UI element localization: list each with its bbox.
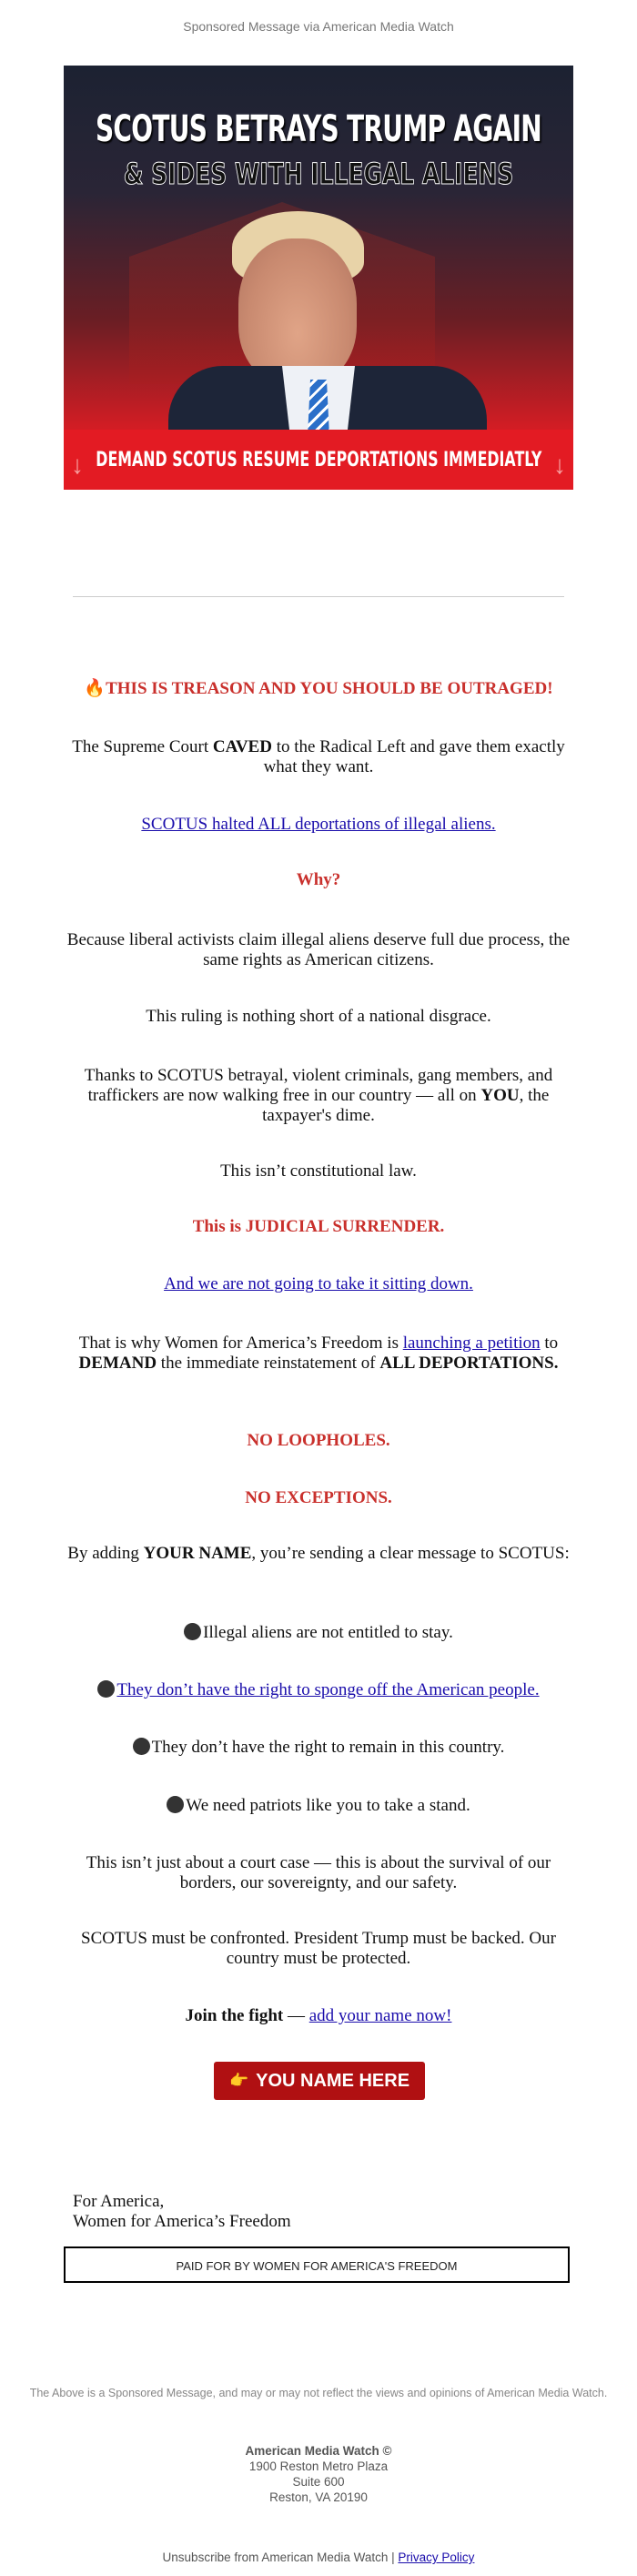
ruling-paragraph: This ruling is nothing short of a national disgrace. <box>146 1007 491 1026</box>
unsubscribe-link[interactable]: Unsubscribe from American Media Watch <box>162 2551 389 2564</box>
add-name-link[interactable]: add your name now! <box>308 2006 452 2025</box>
your-name-text: , you’re sending a clear message to SCOTUS: <box>251 1544 570 1563</box>
join-paragraph <box>64 2006 573 2026</box>
signoff <box>73 2192 291 2232</box>
black-circle-icon <box>97 1680 115 1698</box>
bullet-item <box>64 1623 573 1643</box>
confronted-paragraph: SCOTUS must be confronted. President Trump must be backed. Our country must be protected. <box>81 1929 556 1968</box>
because-paragraph: Because liberal activists claim illegal aliens deserve full due process, the same rights as American citizens. <box>66 930 571 969</box>
caved-text: The Supreme Court <box>72 737 213 756</box>
your-name-emphasis: YOUR NAME <box>143 1544 252 1563</box>
join-emphasis: Join the fight <box>185 2006 284 2025</box>
treason-heading <box>64 679 573 699</box>
hero-image[interactable] <box>64 66 573 490</box>
caved-text: to the Radical Left and gave them exactly what they want. <box>263 737 565 776</box>
sitting-line <box>64 1274 573 1294</box>
face-graphic <box>238 238 357 384</box>
surrender-heading: This is JUDICIAL SURRENDER. <box>192 1217 445 1236</box>
your-name-paragraph <box>64 1544 573 1564</box>
address-line: 1900 Reston Metro Plaza <box>248 2459 389 2473</box>
fire-icon: 🔥 <box>84 679 106 698</box>
hero-banner-text: DEMAND SCOTUS RESUME DEPORTATIONS IMMEDIATLY <box>95 448 542 472</box>
thanks-emphasis: YOU <box>480 1086 520 1105</box>
petition-text: the immediate reinstatement of <box>157 1354 380 1373</box>
thanks-paragraph <box>64 1066 573 1126</box>
bullet-item <box>64 1738 573 1758</box>
black-circle-icon <box>167 1796 184 1813</box>
bullet-item <box>64 1796 573 1816</box>
sponsored-label: Sponsored Message via American Media Watch <box>183 19 454 34</box>
petition-link[interactable]: launching a petition <box>402 1334 541 1353</box>
footer-links <box>0 2551 637 2564</box>
cta-label: YOU NAME HERE <box>256 2070 410 2091</box>
add-name-button[interactable] <box>214 2062 425 2100</box>
caved-paragraph <box>64 737 573 777</box>
caved-emphasis: CAVED <box>212 737 272 756</box>
survival-paragraph: This isn’t just about a court case — this is about the survival of our borders, our sovereignty, and our safety. <box>86 1853 551 1892</box>
thanks-text: Thanks to SCOTUS betrayal, violent criminals, gang members, and traffickers are now walking free in our country — all on <box>84 1066 553 1105</box>
arrow-down-icon: ↓ <box>553 451 566 480</box>
hero-title: SCOTUS BETRAYS TRUMP AGAIN <box>95 108 542 150</box>
petition-emphasis: ALL DEPORTATIONS. <box>379 1354 559 1373</box>
bullet-text: Illegal aliens are not entitled to stay. <box>203 1623 453 1642</box>
separator: | <box>388 2551 399 2564</box>
constitutional-paragraph: This isn’t constitutional law. <box>220 1161 417 1181</box>
treason-text: THIS IS TREASON AND YOU SHOULD BE OUTRAGED! <box>106 679 553 698</box>
petition-text: That is why Women for America’s Freedom is <box>78 1334 403 1353</box>
paid-for-box: PAID FOR BY WOMEN FOR AMERICA'S FREEDOM <box>64 2246 570 2283</box>
privacy-policy-link[interactable]: Privacy Policy <box>398 2551 475 2564</box>
why-heading: Why? <box>296 870 341 889</box>
petition-emphasis: DEMAND <box>78 1354 157 1373</box>
hero-banner <box>64 430 573 490</box>
no-exceptions-heading: NO EXCEPTIONS. <box>245 1488 392 1507</box>
bullet-item <box>64 1680 573 1700</box>
join-dash: — <box>283 2006 309 2025</box>
sponge-link[interactable]: They don’t have the right to sponge off the American people. <box>116 1680 540 1699</box>
black-circle-icon <box>133 1738 150 1755</box>
disclaimer: The Above is a Sponsored Message, and may or may not reflect the views and opinions of American Media Watch. <box>29 2387 608 2399</box>
thanks-text: , the taxpayer's dime. <box>262 1086 550 1125</box>
black-circle-icon <box>184 1623 201 1640</box>
no-loopholes-heading: NO LOOPHOLES. <box>247 1431 390 1450</box>
footer-address <box>0 2443 637 2505</box>
hero-subtitle: & SIDES WITH ILLEGAL ALIENS <box>123 157 514 191</box>
pointing-hand-icon: 👉 <box>228 2072 249 2089</box>
petition-paragraph <box>64 1334 573 1374</box>
address-line: Reston, VA 20190 <box>269 2490 368 2504</box>
sitting-down-link[interactable]: And we are not going to take it sitting down. <box>164 1274 473 1293</box>
company-name: American Media Watch © <box>245 2444 392 2458</box>
signoff-org: Women for America’s Freedom <box>73 2212 291 2231</box>
address-line: Suite 600 <box>292 2475 345 2489</box>
divider <box>73 596 564 597</box>
halted-link[interactable]: SCOTUS halted ALL deportations of illegal aliens. <box>141 815 496 834</box>
your-name-text: By adding <box>67 1544 144 1563</box>
bullet-text: We need patriots like you to take a stand. <box>186 1796 470 1815</box>
bullet-text: They don’t have the right to remain in this country. <box>151 1738 505 1757</box>
signoff-line: For America, <box>73 2192 165 2211</box>
petition-text: to <box>540 1334 559 1353</box>
arrow-down-icon: ↓ <box>71 451 84 480</box>
halted-line <box>64 815 573 835</box>
